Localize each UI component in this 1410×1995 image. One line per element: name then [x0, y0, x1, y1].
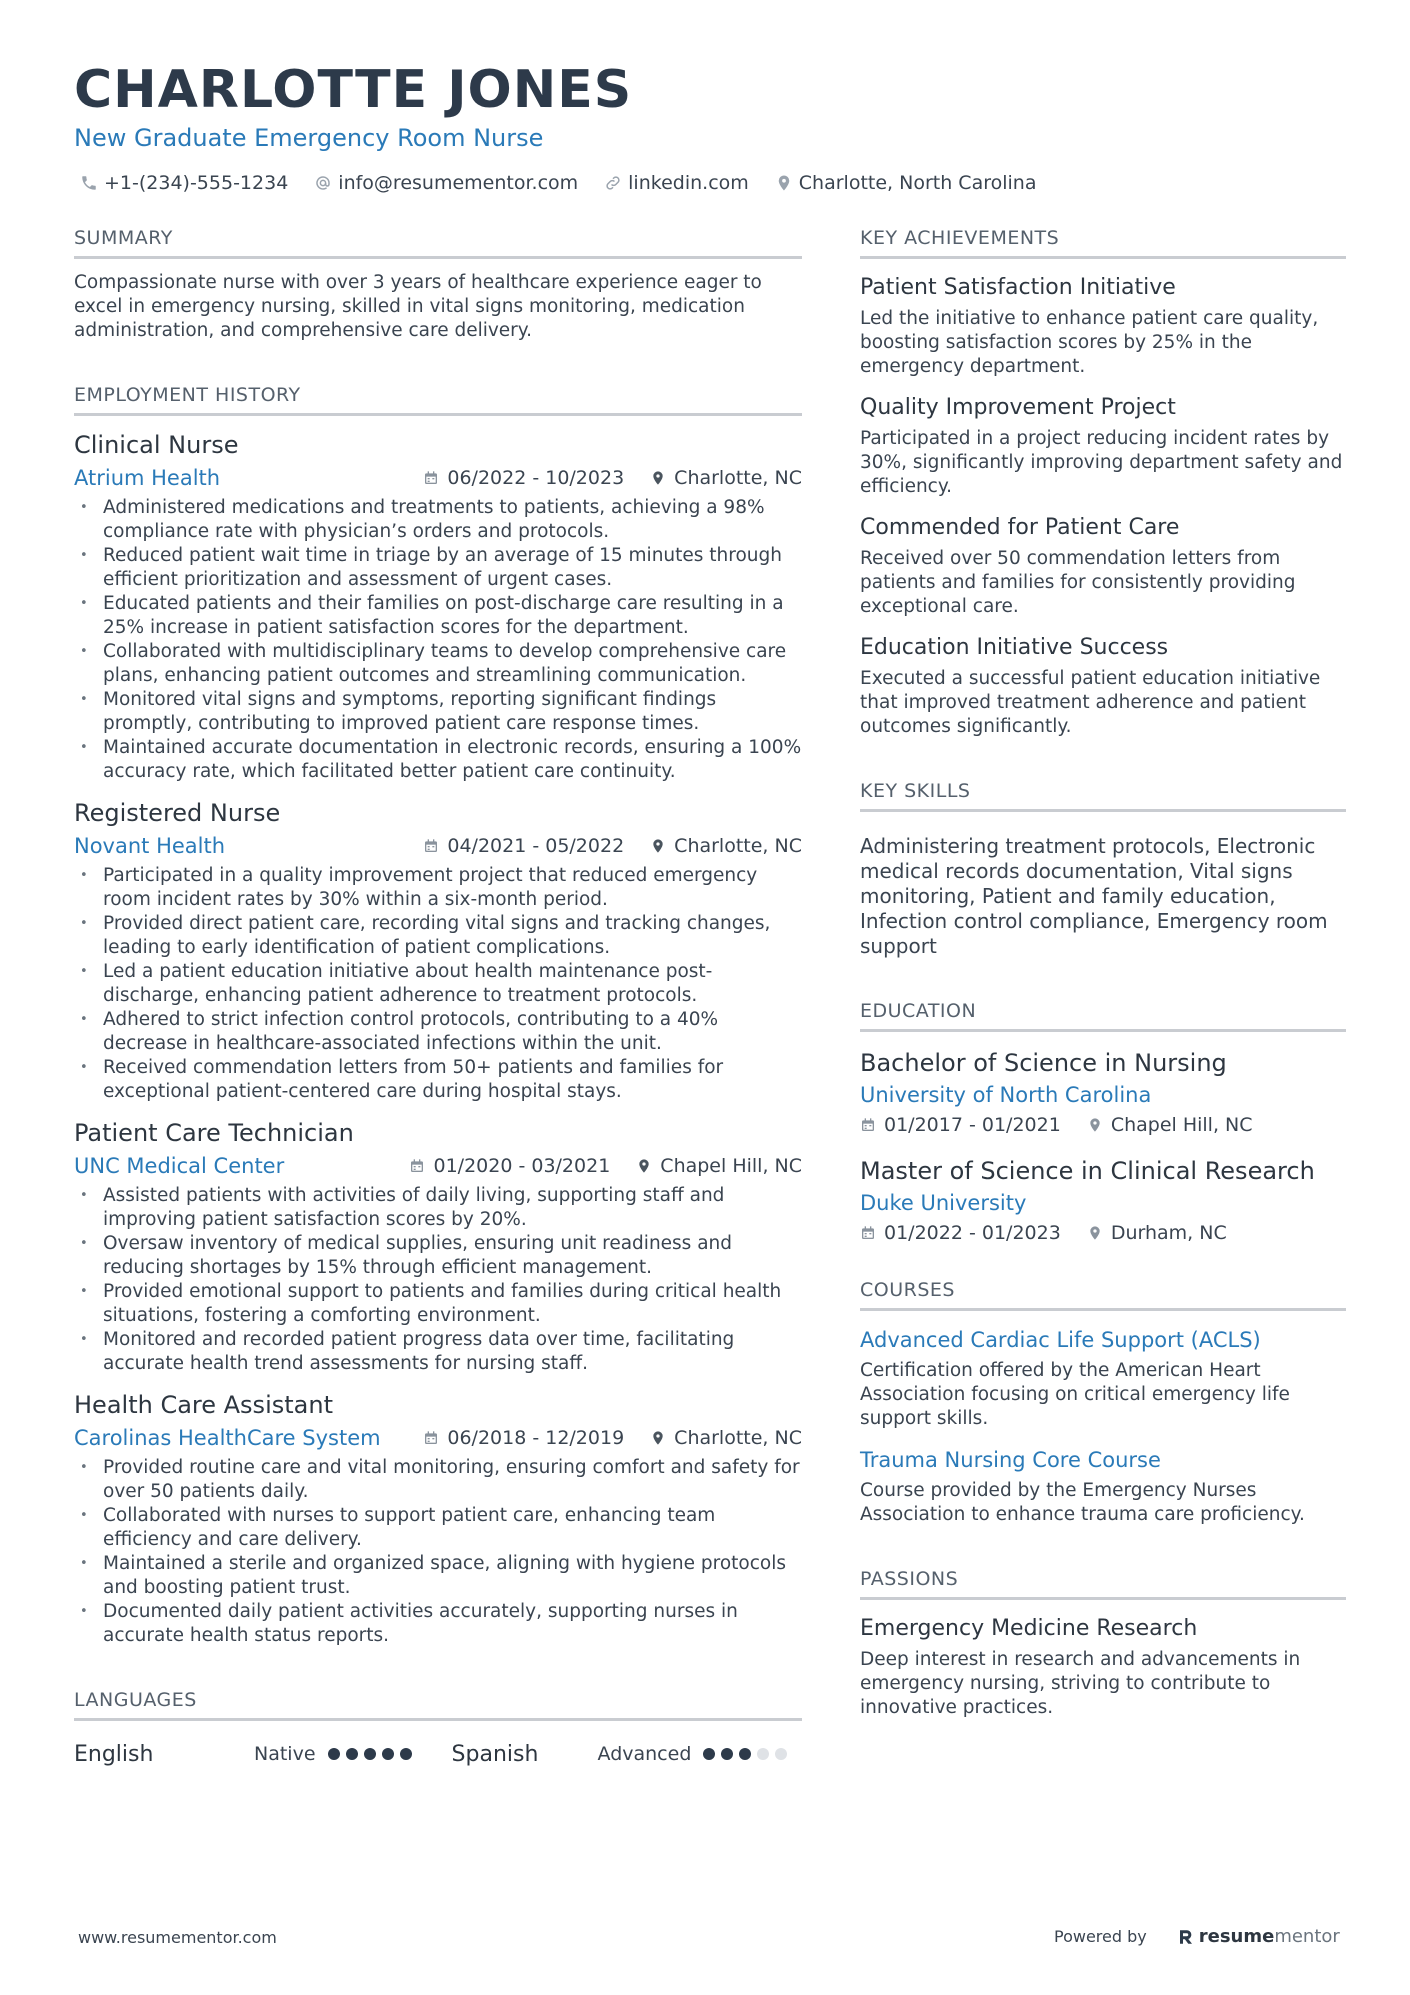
job-title: Clinical Nurse — [74, 431, 239, 459]
education-section — [860, 999, 1346, 1248]
at-icon — [314, 174, 332, 192]
rating-dot-empty — [775, 1748, 787, 1760]
calendar-icon — [860, 1225, 876, 1241]
summary-heading: SUMMARY — [74, 226, 802, 259]
course-item — [860, 1445, 1346, 1527]
achievement-text: Executed a successful patient education initiative that improved treatment adherence and patient outcomes significantly. — [860, 668, 1321, 737]
job-title: Registered Nurse — [74, 799, 281, 827]
rating-dot-empty — [757, 1748, 769, 1760]
job-location — [636, 1155, 802, 1177]
passion-title: Emergency Medicine Research — [860, 1616, 1198, 1641]
job-entry — [74, 1390, 802, 1648]
achievement-title: Commended for Patient Care — [860, 515, 1180, 540]
location-pin-icon — [1087, 1225, 1103, 1241]
job-bullets — [74, 864, 802, 1104]
job-bullets — [74, 496, 802, 784]
rating-dot-filled — [739, 1748, 751, 1760]
footer-branding — [1054, 1926, 1340, 1947]
language-level: Native — [254, 1743, 316, 1765]
education-dates-text: 01/2017 - 01/2021 — [884, 1114, 1061, 1136]
achievement-item — [860, 633, 1346, 739]
achievement-title: Quality Improvement Project — [860, 395, 1176, 420]
bullet-item: • Reduced patient wait time in triage by an average of 15 minutes through efficient prioritization and assessment of urgent cases. — [74, 544, 802, 592]
summary-text: Compassionate nurse with over 3 years of healthcare experience eager to excel in emergency nursing, skilled in vital signs monitoring, medication administration, and comprehensive care delivery. — [74, 272, 762, 341]
achievement-item — [860, 273, 1346, 379]
courses-heading: COURSES — [860, 1278, 1346, 1311]
bullet-item: • Received commendation letters from 50+ patients and families for exceptional patient-centered care during hospital stays. — [74, 1056, 802, 1104]
job-entry — [74, 430, 802, 784]
bullet-item: • Collaborated with nurses to support patient care, enhancing team efficiency and care delivery. — [74, 1504, 802, 1552]
job-title: Health Care Assistant — [74, 1391, 333, 1419]
contact-bar — [80, 170, 1062, 196]
brand-light-text: mentor — [1274, 1926, 1340, 1947]
job-bullets — [74, 1184, 802, 1376]
bullet-item: • Monitored and recorded patient progress data over time, facilitating accurate health trend assessments for nursing staff. — [74, 1328, 802, 1376]
candidate-role: New Graduate Emergency Room Nurse — [74, 124, 544, 152]
course-title: Trauma Nursing Core Course — [860, 1448, 1161, 1472]
achievements-heading: KEY ACHIEVEMENTS — [860, 226, 1346, 259]
rating-dot-filled — [364, 1748, 376, 1760]
job-bullets — [74, 1456, 802, 1648]
languages-row — [74, 1739, 802, 1769]
bullet-item: • Monitored vital signs and symptoms, reporting significant findings promptly, contributing to improved patient care response times. — [74, 688, 802, 736]
job-dates — [423, 467, 624, 489]
achievement-text: Led the initiative to enhance patient care quality, boosting satisfaction scores by 25% in the emergency department. — [860, 308, 1319, 377]
bullet-item: • Oversaw inventory of medical supplies, ensuring unit readiness and reducing shortages by 15% through efficient management. — [74, 1232, 802, 1280]
calendar-icon — [423, 470, 439, 486]
job-company: Carolinas HealthCare System — [74, 1426, 381, 1450]
job-company: UNC Medical Center — [74, 1154, 285, 1178]
employment-heading: EMPLOYMENT HISTORY — [74, 383, 802, 416]
job-dates — [423, 835, 624, 857]
bullet-item: • Led a patient education initiative about health maintenance post-discharge, enhancing patient adherence to treatment protocols. — [74, 960, 802, 1008]
left-column — [74, 226, 802, 1769]
job-dates-text: 01/2020 - 03/2021 — [433, 1155, 611, 1177]
job-title: Patient Care Technician — [74, 1119, 354, 1147]
job-dates — [409, 1155, 610, 1177]
contact-phone — [80, 172, 288, 194]
achievement-item — [860, 393, 1346, 499]
education-school: Duke University — [860, 1191, 1027, 1215]
summary-section — [74, 226, 802, 343]
bullet-item: • Adhered to strict infection control protocols, contributing to a 40% decrease in healthcare-associated infections within the unit. — [74, 1008, 802, 1056]
job-entry — [74, 798, 802, 1104]
location-pin-icon — [775, 174, 793, 192]
education-dates — [860, 1222, 1061, 1244]
education-location-text: Durham, NC — [1110, 1222, 1227, 1244]
job-company: Novant Health — [74, 834, 226, 858]
rating-dot-filled — [703, 1748, 715, 1760]
achievements-section — [860, 226, 1346, 739]
location-pin-icon — [1087, 1117, 1103, 1133]
phone-icon — [80, 174, 98, 192]
language-rating — [328, 1748, 452, 1760]
courses-section — [860, 1278, 1346, 1527]
education-dates-text: 01/2022 - 01/2023 — [884, 1222, 1061, 1244]
linkedin-text: linkedin.com — [628, 172, 749, 194]
job-location — [650, 1427, 802, 1449]
job-location-text: Charlotte, NC — [674, 835, 802, 857]
location-pin-icon — [636, 1158, 652, 1174]
rating-dot-filled — [328, 1748, 340, 1760]
calendar-icon — [423, 838, 439, 854]
bullet-item: • Educated patients and their families on post-discharge care resulting in a 25% increase in patient satisfaction scores for the department. — [74, 592, 802, 640]
calendar-icon — [860, 1117, 876, 1133]
location-pin-icon — [650, 470, 666, 486]
rating-dot-filled — [382, 1748, 394, 1760]
bullet-item: • Participated in a quality improvement project that reduced emergency room incident rates by 30% within a six-month period. — [74, 864, 802, 912]
bullet-item: • Collaborated with multidisciplinary teams to develop comprehensive care plans, enhancing patient outcomes and streamlining communication. — [74, 640, 802, 688]
education-degree: Master of Science in Clinical Research — [860, 1157, 1315, 1185]
achievement-text: Received over 50 commendation letters from patients and families for consistently providing exceptional care. — [860, 548, 1296, 617]
location-pin-icon — [650, 838, 666, 854]
education-location-text: Chapel Hill, NC — [1110, 1114, 1253, 1136]
passion-text: Deep interest in research and advancements in emergency nursing, striving to contribute to innovative practices. — [860, 1649, 1301, 1718]
course-text: Certification offered by the American Heart Association focusing on critical emergency life support skills. — [860, 1360, 1290, 1429]
job-entry — [74, 1118, 802, 1376]
skills-section — [860, 779, 1346, 959]
rating-dot-filled — [721, 1748, 733, 1760]
job-location-text: Chapel Hill, NC — [660, 1155, 802, 1177]
job-dates-text: 06/2022 - 10/2023 — [447, 467, 625, 489]
job-meta — [74, 462, 802, 494]
link-icon — [604, 174, 622, 192]
job-meta — [74, 1150, 802, 1182]
job-dates-text: 04/2021 - 05/2022 — [447, 835, 625, 857]
job-location — [650, 835, 802, 857]
job-dates — [423, 1427, 624, 1449]
achievement-text: Participated in a project reducing incident rates by 30%, significantly improving department safety and efficiency. — [860, 428, 1343, 497]
powered-by-text: Powered by — [1054, 1927, 1147, 1946]
contact-email[interactable] — [314, 172, 578, 194]
language-name: English — [74, 1741, 154, 1767]
job-meta — [74, 1422, 802, 1454]
education-item — [860, 1156, 1346, 1248]
footer-website[interactable]: www.resumementor.com — [78, 1928, 277, 1947]
job-company: Atrium Health — [74, 466, 221, 490]
right-column — [860, 226, 1346, 1720]
education-degree: Bachelor of Science in Nursing — [860, 1049, 1227, 1077]
brand-bold-text: resume — [1198, 1926, 1275, 1947]
passion-item — [860, 1614, 1346, 1720]
passions-heading: PASSIONS — [860, 1567, 1346, 1600]
course-item — [860, 1325, 1346, 1431]
language-level: Advanced — [597, 1743, 692, 1765]
course-text: Course provided by the Emergency Nurses Association to enhance trauma care proficiency. — [860, 1480, 1305, 1525]
resumementor-logo-icon — [1177, 1928, 1195, 1946]
achievement-title: Education Initiative Success — [860, 635, 1169, 660]
achievement-title: Patient Satisfaction Initiative — [860, 275, 1176, 300]
education-meta — [860, 1110, 1346, 1140]
contact-linkedin[interactable] — [604, 172, 749, 194]
job-dates-text: 06/2018 - 12/2019 — [447, 1427, 625, 1449]
education-location — [1087, 1222, 1227, 1244]
bullet-item: • Provided direct patient care, recording vital signs and tracking changes, leading to early identification of patient complications. — [74, 912, 802, 960]
brand-logo[interactable] — [1177, 1926, 1340, 1947]
rating-dot-filled — [346, 1748, 358, 1760]
rating-dot-filled — [400, 1748, 412, 1760]
passions-section — [860, 1567, 1346, 1720]
location-text: Charlotte, North Carolina — [798, 172, 1037, 194]
education-heading: EDUCATION — [860, 999, 1346, 1032]
course-title: Advanced Cardiac Life Support (ACLS) — [860, 1328, 1261, 1352]
job-location-text: Charlotte, NC — [674, 467, 802, 489]
bullet-item: • Maintained accurate documentation in electronic records, ensuring a 100% accuracy rate, which facilitated better patient care continuity. — [74, 736, 802, 784]
education-location — [1087, 1114, 1253, 1136]
skills-text: Administering treatment protocols, Electronic medical records documentation, Vital signs monitoring, Patient and family education, Infection control compliance, Emergency room support — [860, 834, 1328, 958]
job-meta — [74, 830, 802, 862]
education-dates — [860, 1114, 1061, 1136]
contact-location — [775, 172, 1037, 194]
achievement-item — [860, 513, 1346, 619]
languages-section — [74, 1688, 802, 1769]
education-meta — [860, 1218, 1346, 1248]
bullet-item: • Documented daily patient activities accurately, supporting nurses in accurate health status reports. — [74, 1600, 802, 1648]
bullet-item: • Provided emotional support to patients and families during critical health situations, fostering a comforting environment. — [74, 1280, 802, 1328]
employment-section — [74, 383, 802, 1648]
bullet-item: • Maintained a sterile and organized space, aligning with hygiene protocols and boosting patient trust. — [74, 1552, 802, 1600]
language-name: Spanish — [451, 1741, 539, 1767]
job-location-text: Charlotte, NC — [674, 1427, 802, 1449]
candidate-name: CHARLOTTE JONES — [74, 60, 633, 120]
skills-heading: KEY SKILLS — [860, 779, 1346, 812]
email-text: info@resumementor.com — [338, 172, 579, 194]
language-rating — [703, 1748, 793, 1760]
education-school: University of North Carolina — [860, 1083, 1152, 1107]
calendar-icon — [409, 1158, 425, 1174]
phone-text: +1-(234)-555-1234 — [104, 172, 289, 194]
education-item — [860, 1048, 1346, 1140]
calendar-icon — [423, 1430, 439, 1446]
languages-heading: LANGUAGES — [74, 1688, 802, 1721]
bullet-item: • Administered medications and treatments to patients, achieving a 98% compliance rate with physician’s orders and protocols. — [74, 496, 802, 544]
bullet-item: • Assisted patients with activities of daily living, supporting staff and improving patient satisfaction scores by 20%. — [74, 1184, 802, 1232]
job-location — [650, 467, 802, 489]
location-pin-icon — [650, 1430, 666, 1446]
bullet-item: • Provided routine care and vital monitoring, ensuring comfort and safety for over 50 patients daily. — [74, 1456, 802, 1504]
